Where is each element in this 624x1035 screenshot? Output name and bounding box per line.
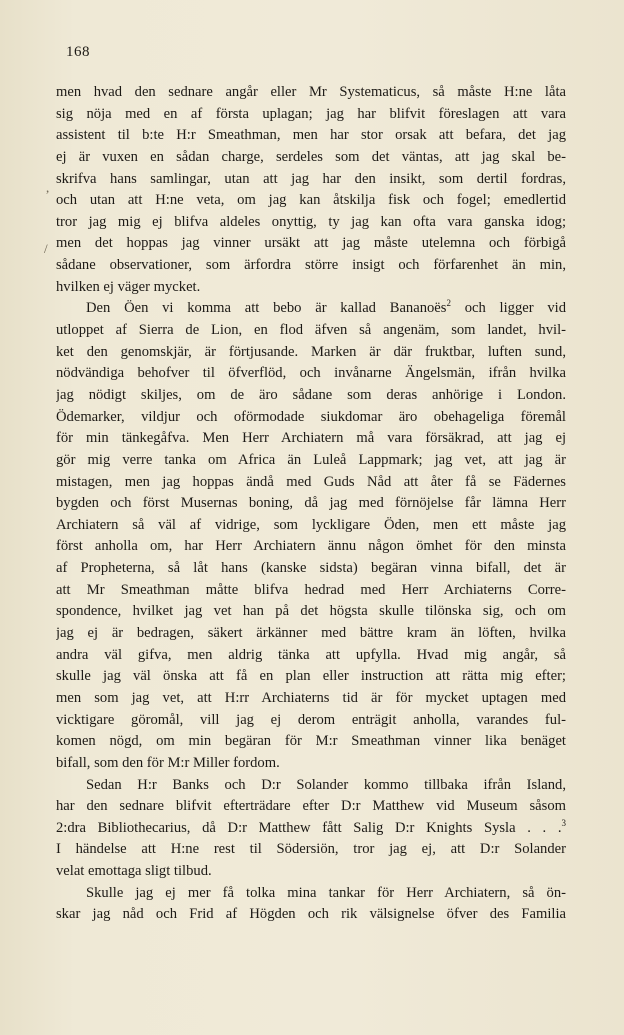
line-text: jag ej är bedragen, säkert ärkänner med bättre kram än löften, hvilka bbox=[56, 625, 566, 642]
text-line bbox=[56, 645, 566, 667]
line-text: sådane observationer, som ärfordra större insigt och förfarenhet än min, bbox=[56, 257, 566, 274]
text-line bbox=[56, 450, 566, 472]
text-line bbox=[56, 731, 566, 753]
line-text-after: och ligger vid bbox=[450, 300, 566, 317]
text-line bbox=[56, 82, 566, 104]
line-text: af Propheterna, så låt hans (kanske sidsta) begäran vinna bifall, det är bbox=[56, 560, 566, 577]
text-line bbox=[56, 818, 566, 840]
text-line bbox=[56, 515, 566, 537]
line-text: komen nögd, om min begäran för M:r Smeathman vinner lika benäget bbox=[56, 733, 566, 750]
line-text: skrifva hans samlingar, utan att jag har den insikt, som dertil fordras, bbox=[56, 170, 566, 187]
page-number: 168 bbox=[66, 44, 90, 60]
text-line bbox=[56, 536, 566, 558]
line-text: att Mr Smeathman måtte blifva hedrad med Herr Archiaterns Corre- bbox=[56, 581, 566, 598]
text-line bbox=[56, 277, 566, 299]
text-line bbox=[56, 775, 566, 797]
line-text: Sedan H:r Banks och D:r Solander kommo tillbaka ifrån Island, bbox=[86, 776, 566, 793]
line-text: I händelse att H:ne rest til Södersiön, tror jag ej, att D:r Solander bbox=[56, 841, 566, 858]
text-line bbox=[56, 169, 566, 191]
text-line bbox=[56, 428, 566, 450]
line-text: Archiatern så väl af vidrige, som lyckligare Öden, men ett måste jag bbox=[56, 516, 566, 533]
text-line bbox=[56, 558, 566, 580]
text-line bbox=[56, 385, 566, 407]
line-text: skar jag nåd och Frid af Högden och rik välsignelse öfver des Familia bbox=[56, 906, 566, 923]
line-text: spondence, hvilket jag vet han på det högsta skulle tilönska sig, och om bbox=[56, 603, 566, 620]
text-line bbox=[56, 861, 566, 883]
text-line bbox=[56, 104, 566, 126]
line-text: ej är vuxen en sådan charge, serdeles som det väntas, att jag skal be- bbox=[56, 148, 566, 165]
text-line bbox=[56, 212, 566, 234]
line-text: nödvändiga behofver til öfverflöd, och invånarne Ängelsmän, ifrån hvilka bbox=[56, 365, 566, 382]
footnote-marker: 2 bbox=[446, 298, 451, 309]
line-text: bygden och först Musernas boning, då jag med förnöjelse får lämna Herr bbox=[56, 495, 566, 512]
margin-mark-slash: / bbox=[44, 241, 48, 256]
text-line bbox=[56, 710, 566, 732]
line-text: men som jag vet, att H:rr Archiaterns tid är för mycket uptagen med bbox=[56, 689, 566, 706]
line-text: andra väl gifva, men aldrig tänka att upfylla. Hvad mig angår, så bbox=[56, 646, 566, 663]
line-text: 2:dra Bibliothecarius, då D:r Matthew fått Salig D:r Knights Sysla . . . bbox=[56, 819, 562, 836]
text-line bbox=[56, 363, 566, 385]
line-text: assistent til b:te H:r Smeathman, men har stor orsak att befara, det jag bbox=[56, 127, 566, 144]
line-text: mistagen, men jag hoppas ändå med Guds Nåd att åter få se Fädernes bbox=[56, 473, 566, 490]
line-text: jag nödigt skiljes, om de äro sådane som deras anhörige i London. bbox=[56, 386, 566, 403]
line-text: först anholla om, har Herr Archiatern ännu någon ömhet för den minsta bbox=[56, 538, 566, 555]
text-line bbox=[56, 839, 566, 861]
line-text: gör mig verre tanka om Africa än Luleå Lappmark; jag vet, att jag är bbox=[56, 451, 566, 468]
line-text: ket den genomskjär, är förtjusande. Marken är där fruktbar, luften sund, bbox=[56, 343, 566, 360]
line-text: utloppet af Sierra de Lion, en flod äfven så angenäm, som landet, hvil- bbox=[56, 322, 566, 339]
text-line bbox=[56, 147, 566, 169]
text-line bbox=[56, 904, 566, 926]
line-text: och utan att H:ne veta, om jag kan åtskilja fisk och fogel; emedlertid bbox=[56, 192, 566, 209]
line-text: velat emottaga sligt tilbud. bbox=[56, 863, 212, 880]
text-line bbox=[56, 472, 566, 494]
line-text: sig nöja med en af första uplagan; jag har blifvit föreslagen att vara bbox=[56, 105, 566, 122]
text-line bbox=[56, 688, 566, 710]
line-text: tror jag mig ej blifva aldeles onyttig, ty jag kan ofta vara ganska idog; bbox=[56, 213, 566, 230]
body-text bbox=[56, 82, 566, 926]
text-line bbox=[56, 580, 566, 602]
line-text: Skulle jag ej mer få tolka mina tankar för Herr Archiatern, så ön- bbox=[86, 884, 566, 901]
line-text: Den Öen vi komma att bebo är kallad Bananoës bbox=[86, 300, 447, 317]
line-text: skulle jag väl önska att få en plan eller instruction att rätta mig efter; bbox=[56, 668, 566, 685]
text-line bbox=[56, 125, 566, 147]
line-text: men hvad den sednare angår eller Mr Systematicus, så måste H:ne låta bbox=[56, 84, 566, 100]
text-line bbox=[56, 298, 566, 320]
line-text: bifall, som den för M:r Miller fordom. bbox=[56, 754, 280, 771]
text-line bbox=[56, 233, 566, 255]
line-text: vicktigare göromål, vill jag ej derom enträgit anholla, varandes ful- bbox=[56, 711, 566, 728]
text-line bbox=[56, 407, 566, 429]
text-line bbox=[56, 493, 566, 515]
line-text: men det hoppas jag vinner ursäkt att jag måste utelemna och förbigå bbox=[56, 235, 566, 252]
text-line bbox=[56, 190, 566, 212]
text-line bbox=[56, 601, 566, 623]
line-text: Ödemarker, vildjur och oförmodade siukdomar äro obehageliga föremål bbox=[56, 408, 566, 425]
text-line bbox=[56, 883, 566, 905]
text-line bbox=[56, 666, 566, 688]
text-line bbox=[56, 342, 566, 364]
text-line bbox=[56, 623, 566, 645]
footnote-marker: 3 bbox=[561, 817, 566, 828]
margin-mark-comma: , bbox=[46, 180, 50, 195]
line-text: har den sednare blifvit efterträdare efter D:r Matthew vid Museum såsom bbox=[56, 798, 566, 815]
text-line bbox=[56, 255, 566, 277]
line-text: hvilken ej väger mycket. bbox=[56, 278, 201, 295]
text-line bbox=[56, 796, 566, 818]
line-text: för min tänkegåfva. Men Herr Archiatern må vara försäkrad, att jag ej bbox=[56, 430, 566, 447]
text-line bbox=[56, 753, 566, 775]
text-line bbox=[56, 320, 566, 342]
